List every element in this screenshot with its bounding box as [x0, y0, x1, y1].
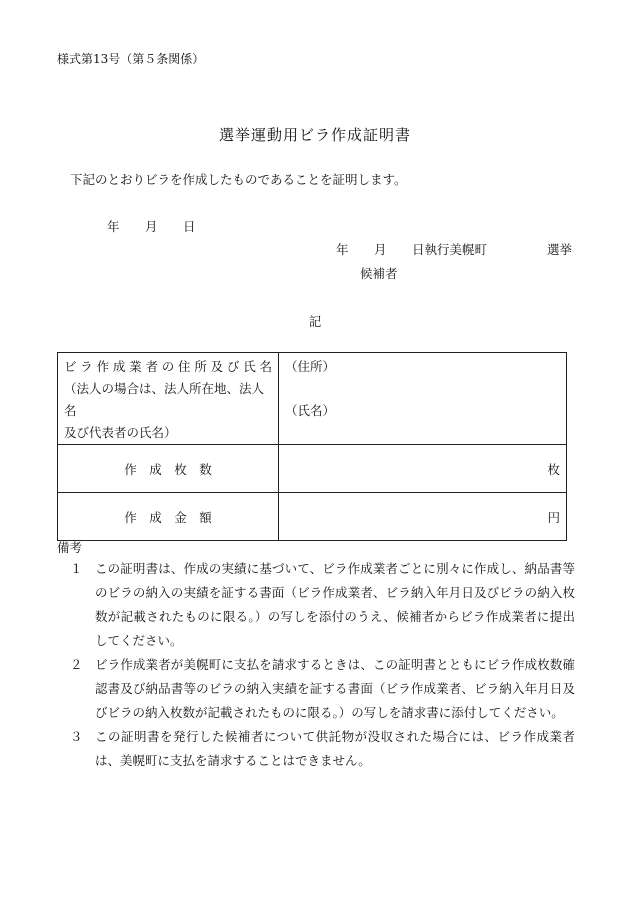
note-item: [70, 725, 575, 773]
address-label: （住所）: [285, 359, 336, 374]
lead-statement: 下記のとおりビラを作成したものであることを証明します。: [70, 172, 407, 187]
amount-label: 作 成 金 額: [124, 509, 212, 525]
election-month-label: 月: [374, 242, 387, 257]
vendor-label-line-1: ビラ作成業者の住所及び氏名: [64, 359, 272, 374]
note-text: この証明書を発行した候補者について供託物が没収された場合には、ビラ作成業者は、美幌町に支払を請求することはできません。: [95, 729, 575, 768]
date-year-label: 年: [107, 219, 120, 234]
amount-unit: 円: [547, 509, 560, 525]
election-day-exec-label: 日執行美幌町: [412, 242, 488, 257]
count-value-cell[interactable]: [279, 445, 567, 493]
name-label: （氏名）: [285, 403, 336, 418]
election-label: 選挙: [547, 242, 573, 257]
note-number: １: [70, 561, 83, 576]
form-number: 様式第13号（第５条関係）: [57, 52, 205, 66]
note-number: ３: [70, 729, 83, 744]
count-unit: 枚: [547, 461, 560, 477]
date-day-label: 日: [183, 219, 196, 234]
table-row: [58, 353, 567, 445]
page-title: 選挙運動用ビラ作成証明書: [218, 126, 411, 144]
vendor-label-cell: [58, 353, 279, 445]
certificate-table: [57, 352, 567, 541]
note-text: ビラ作成業者が美幌町に支払を請求するときは、この証明書とともにビラ作成枚数確認書及び納品書等のビラの納入実績を証する書面（ビラ作成業者、ビラ納入年月日及びビラの納入枚数が記載されたものに限る。）の写しを請求書に添付してください。: [95, 657, 575, 720]
election-year-label: 年: [336, 242, 349, 257]
candidate-label: 候補者: [360, 266, 398, 281]
amount-label-cell: [58, 493, 279, 541]
count-label: 作 成 枚 数: [124, 461, 212, 477]
note-item: [70, 653, 575, 725]
table-row: [58, 445, 567, 493]
note-number: ２: [70, 657, 83, 672]
table-row: [58, 493, 567, 541]
notes-heading: 備考: [57, 540, 83, 555]
count-label-cell: [58, 445, 279, 493]
vendor-value-cell[interactable]: [279, 353, 567, 445]
vendor-label-line-3: 及び代表者の氏名）: [64, 425, 177, 440]
note-item: [70, 557, 575, 653]
ki-heading: 記: [308, 314, 322, 329]
date-month-label: 月: [145, 219, 158, 234]
vendor-label-line-2: （法人の場合は、法人所在地、法人名: [64, 381, 265, 418]
note-text: この証明書は、作成の実績に基づいて、ビラ作成業者ごとに別々に作成し、納品書等のビラの納入の実績を証する書面（ビラ作成業者、ビラ納入年月日及びビラの納入枚数が記載されたものに限る。）の写しを添付のうえ、候補者からビラ作成業者に提出してください。: [95, 561, 575, 648]
amount-value-cell[interactable]: [279, 493, 567, 541]
